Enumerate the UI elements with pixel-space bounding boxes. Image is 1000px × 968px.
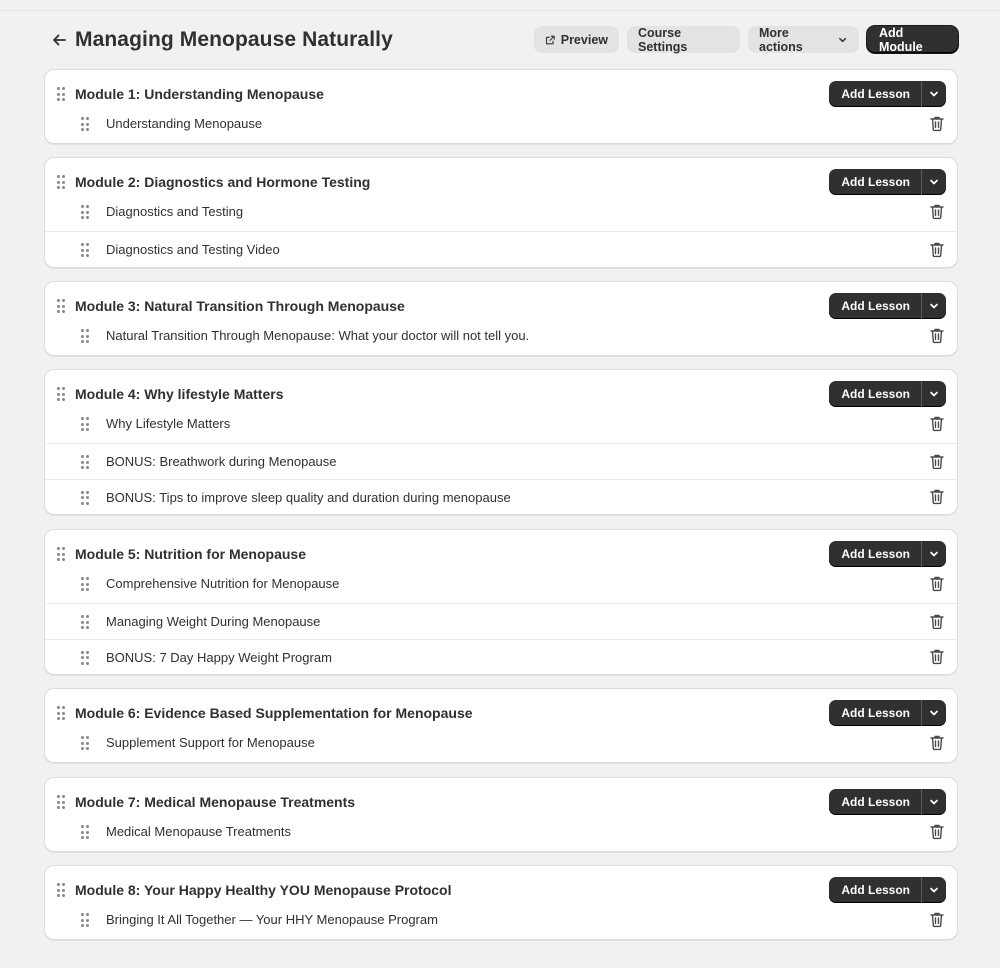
- lesson-row[interactable]: [45, 823, 957, 851]
- drag-handle-icon[interactable]: [57, 87, 65, 101]
- lesson-row[interactable]: [45, 479, 957, 515]
- lesson-row[interactable]: [45, 443, 957, 479]
- add-lesson-menu-button[interactable]: [921, 81, 946, 107]
- top-bar: [0, 0, 1000, 11]
- add-lesson-menu-button[interactable]: [921, 293, 946, 319]
- module-title: Module 2: Diagnostics and Hormone Testing: [75, 174, 371, 190]
- course-settings-label: Course Settings: [638, 25, 688, 54]
- module-header: [45, 70, 957, 115]
- add-lesson-button[interactable]: Add Lesson: [841, 795, 910, 809]
- add-lesson-group: [829, 293, 946, 319]
- preview-label: Preview: [560, 32, 608, 47]
- trash-icon: [929, 823, 945, 840]
- module-card: [44, 777, 958, 852]
- delete-lesson-button[interactable]: [928, 240, 946, 258]
- drag-handle-icon[interactable]: [81, 243, 89, 257]
- trash-icon: [929, 453, 945, 470]
- module-title: Module 6: Evidence Based Supplementation for Menopause: [75, 705, 473, 721]
- drag-handle-icon[interactable]: [81, 205, 89, 219]
- chevron-down-icon: [928, 796, 940, 808]
- trash-icon: [929, 415, 945, 432]
- module-header: [45, 530, 957, 575]
- drag-handle-icon[interactable]: [81, 913, 89, 927]
- delete-lesson-button[interactable]: [928, 488, 946, 506]
- module-title: Module 1: Understanding Menopause: [75, 86, 324, 102]
- add-lesson-group: [829, 789, 946, 815]
- add-module-button[interactable]: [867, 26, 958, 53]
- lesson-title: Diagnostics and Testing: [106, 204, 244, 219]
- drag-handle-icon[interactable]: [81, 577, 89, 591]
- lesson-row[interactable]: [45, 734, 957, 762]
- lesson-title: Understanding Menopause: [106, 116, 263, 131]
- module-card: [44, 69, 958, 144]
- chevron-down-icon: [928, 176, 940, 188]
- delete-lesson-button[interactable]: [928, 574, 946, 592]
- lesson-title: Medical Menopause Treatments: [106, 824, 291, 839]
- course-settings-button[interactable]: [627, 26, 740, 53]
- page-title: Managing Menopause Naturally: [75, 28, 393, 51]
- add-lesson-menu-button[interactable]: [921, 381, 946, 407]
- module-card: [44, 369, 958, 515]
- chevron-down-icon: [928, 548, 940, 560]
- trash-icon: [929, 648, 945, 665]
- drag-handle-icon[interactable]: [81, 491, 89, 505]
- module-header: [45, 866, 957, 911]
- module-header: [45, 689, 957, 734]
- lesson-title: Supplement Support for Menopause: [106, 735, 315, 750]
- lesson-title: Bringing It All Together — Your HHY Menopause Program: [106, 912, 438, 927]
- delete-lesson-button[interactable]: [928, 612, 946, 630]
- module-title: Module 5: Nutrition for Menopause: [75, 546, 306, 562]
- add-lesson-menu-button[interactable]: [921, 700, 946, 726]
- add-lesson-menu-button[interactable]: [921, 877, 946, 903]
- trash-icon: [929, 115, 945, 132]
- delete-lesson-button[interactable]: [928, 114, 946, 132]
- chevron-down-icon: [928, 300, 940, 312]
- add-lesson-button[interactable]: Add Lesson: [841, 547, 910, 561]
- lesson-title: Why Lifestyle Matters: [106, 416, 231, 431]
- drag-handle-icon[interactable]: [81, 651, 89, 665]
- trash-icon: [929, 241, 945, 258]
- lesson-title: Natural Transition Through Menopause: What your doctor will not tell you.: [106, 328, 530, 343]
- drag-handle-icon[interactable]: [57, 299, 65, 313]
- add-lesson-button[interactable]: Add Lesson: [841, 387, 910, 401]
- chevron-down-icon: [837, 34, 848, 46]
- drag-handle-icon[interactable]: [81, 825, 89, 839]
- add-lesson-button[interactable]: Add Lesson: [841, 87, 910, 101]
- preview-button[interactable]: [534, 26, 619, 53]
- drag-handle-icon[interactable]: [57, 795, 65, 809]
- add-lesson-button[interactable]: Add Lesson: [841, 706, 910, 720]
- drag-handle-icon[interactable]: [81, 736, 89, 750]
- add-lesson-group: [829, 169, 946, 195]
- external-link-icon: [545, 33, 556, 47]
- lesson-row[interactable]: [45, 231, 957, 267]
- chevron-down-icon: [928, 388, 940, 400]
- module-card: [44, 281, 958, 356]
- trash-icon: [929, 327, 945, 344]
- module-title: Module 7: Medical Menopause Treatments: [75, 794, 356, 810]
- trash-icon: [929, 488, 945, 505]
- module-card: [44, 529, 958, 675]
- module-card: [44, 688, 958, 763]
- delete-lesson-button[interactable]: [928, 910, 946, 928]
- arrow-left-icon: [51, 32, 67, 48]
- add-lesson-menu-button[interactable]: [921, 169, 946, 195]
- module-header: [45, 370, 957, 415]
- module-header: [45, 158, 957, 203]
- add-lesson-group: [829, 877, 946, 903]
- back-button[interactable]: [46, 27, 72, 53]
- trash-icon: [929, 734, 945, 751]
- lesson-title: Diagnostics and Testing Video: [106, 242, 280, 257]
- delete-lesson-button[interactable]: [928, 648, 946, 666]
- module-title: Module 3: Natural Transition Through Menopause: [75, 298, 405, 314]
- add-lesson-menu-button[interactable]: [921, 541, 946, 567]
- page-header: [44, 24, 958, 56]
- more-actions-button[interactable]: [748, 26, 859, 53]
- drag-handle-icon[interactable]: [57, 547, 65, 561]
- module-title: Module 8: Your Happy Healthy YOU Menopause Protocol: [75, 882, 452, 898]
- add-lesson-group: [829, 381, 946, 407]
- drag-handle-icon[interactable]: [57, 706, 65, 720]
- lesson-row[interactable]: [45, 115, 957, 143]
- add-module-label: Add Module: [879, 25, 923, 54]
- add-lesson-group: [829, 541, 946, 567]
- add-lesson-group: [829, 700, 946, 726]
- chevron-down-icon: [928, 884, 940, 896]
- lesson-title: BONUS: 7 Day Happy Weight Program: [106, 649, 332, 665]
- chevron-down-icon: [928, 707, 940, 719]
- lesson-row[interactable]: [45, 575, 957, 603]
- lesson-row[interactable]: [45, 203, 957, 231]
- add-lesson-button[interactable]: Add Lesson: [841, 175, 910, 189]
- header-actions: [534, 26, 958, 53]
- module-header: [45, 778, 957, 823]
- add-lesson-group: [829, 81, 946, 107]
- drag-handle-icon[interactable]: [81, 417, 89, 431]
- module-card: [44, 157, 958, 268]
- drag-handle-icon[interactable]: [81, 455, 89, 469]
- delete-lesson-button[interactable]: [928, 202, 946, 220]
- drag-handle-icon[interactable]: [57, 175, 65, 189]
- delete-lesson-button[interactable]: [928, 733, 946, 751]
- lesson-row[interactable]: [45, 327, 957, 355]
- trash-icon: [929, 203, 945, 220]
- lesson-row[interactable]: [45, 911, 957, 939]
- trash-icon: [929, 613, 945, 630]
- lesson-row[interactable]: [45, 639, 957, 675]
- lesson-row[interactable]: [45, 415, 957, 443]
- more-actions-label: More actions: [759, 25, 803, 54]
- add-lesson-button[interactable]: Add Lesson: [841, 299, 910, 313]
- drag-handle-icon[interactable]: [57, 387, 65, 401]
- trash-icon: [929, 575, 945, 592]
- chevron-down-icon: [928, 88, 940, 100]
- module-header: [45, 282, 957, 327]
- trash-icon: [929, 911, 945, 928]
- delete-lesson-button[interactable]: [928, 822, 946, 840]
- delete-lesson-button[interactable]: [928, 326, 946, 344]
- drag-handle-icon[interactable]: [81, 615, 89, 629]
- module-title: Module 4: Why lifestyle Matters: [75, 386, 284, 402]
- add-lesson-menu-button[interactable]: [921, 789, 946, 815]
- lesson-title: BONUS: Tips to improve sleep quality and duration during menopause: [106, 489, 511, 505]
- lesson-row[interactable]: [45, 603, 957, 639]
- add-lesson-button[interactable]: Add Lesson: [841, 883, 910, 897]
- lesson-title: BONUS: Breathwork during Menopause: [106, 454, 337, 469]
- drag-handle-icon[interactable]: [57, 883, 65, 897]
- lesson-title: Managing Weight During Menopause: [106, 614, 321, 629]
- drag-handle-icon[interactable]: [81, 117, 89, 131]
- module-card: [44, 865, 958, 940]
- drag-handle-icon[interactable]: [81, 329, 89, 343]
- delete-lesson-button[interactable]: [928, 452, 946, 470]
- lesson-title: Comprehensive Nutrition for Menopause: [106, 576, 340, 591]
- delete-lesson-button[interactable]: [928, 414, 946, 432]
